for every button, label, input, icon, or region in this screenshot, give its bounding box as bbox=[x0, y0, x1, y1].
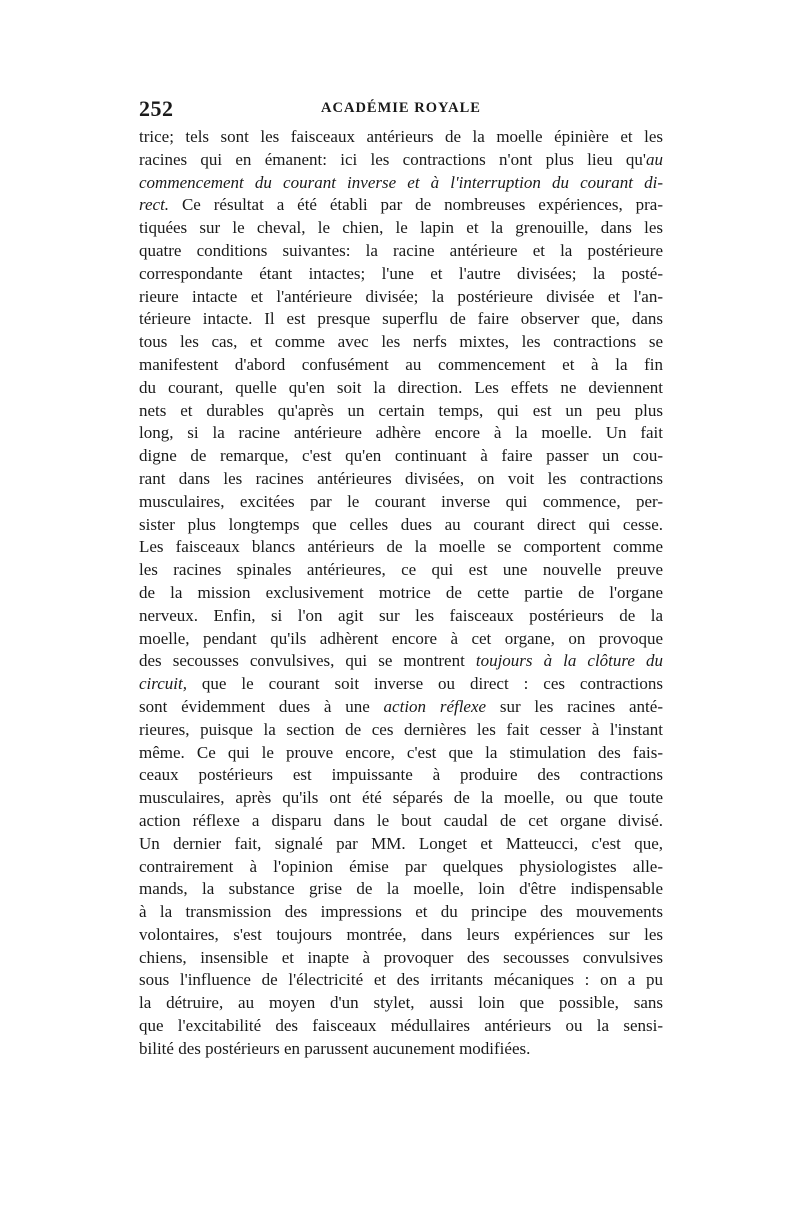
text-line bbox=[139, 559, 663, 582]
text-line bbox=[139, 126, 663, 149]
text-line bbox=[139, 901, 663, 924]
text-line bbox=[139, 422, 663, 445]
text-segment: que l'excitabilité des faisceaux médullaires antérieurs ou la sensi- bbox=[139, 1016, 663, 1036]
text-segment: musculaires, excitées par le courant inverse qui commence, per- bbox=[139, 491, 663, 511]
text-segment: quatre conditions suivantes: la racine antérieure et la postérieure bbox=[139, 240, 663, 260]
text-line bbox=[139, 924, 663, 947]
italic-text: au bbox=[646, 149, 663, 169]
text-segment: racines qui en émanent: ici les contractions n'ont plus lieu qu' bbox=[139, 149, 646, 169]
italic-text: circuit, bbox=[139, 674, 187, 694]
text-line bbox=[139, 286, 663, 309]
text-line bbox=[139, 263, 663, 286]
text-segment: correspondante étant intactes; l'une et l'autre divisées; la posté- bbox=[139, 263, 663, 283]
text-line bbox=[139, 764, 663, 787]
text-segment: volontaires, s'est toujours montrée, dans leurs expériences sur les bbox=[139, 924, 663, 944]
text-line bbox=[139, 240, 663, 263]
text-line bbox=[139, 1015, 663, 1038]
text-line bbox=[139, 947, 663, 970]
text-line bbox=[139, 810, 663, 833]
text-segment: digne de remarque, c'est qu'en continuant à faire passer un cou- bbox=[139, 446, 663, 466]
text-segment: rieures, puisque la section de ces dernières les fait cesser à l'instant bbox=[139, 719, 663, 739]
text-line bbox=[139, 536, 663, 559]
text-line bbox=[139, 400, 663, 423]
text-segment: sur les racines anté- bbox=[486, 696, 663, 716]
text-segment: manifestent d'abord confusément au commencement et à la fin bbox=[139, 354, 663, 374]
text-segment: des secousses convulsives, qui se montrent bbox=[139, 651, 476, 671]
text-line bbox=[139, 833, 663, 856]
text-line bbox=[139, 172, 663, 195]
italic-text: commencement du courant inverse et à l'interruption du courant di- bbox=[139, 172, 663, 192]
text-segment: sous l'influence de l'électricité et des irritants mécaniques : on a pu bbox=[139, 970, 663, 990]
text-line bbox=[139, 992, 663, 1015]
text-segment: nerveux. Enfin, si l'on agit sur les faisceaux postérieurs de la bbox=[139, 605, 663, 625]
text-segment: ceaux postérieurs est impuissante à produire des contractions bbox=[139, 765, 663, 785]
text-segment: contrairement à l'opinion émise par quelques physiologistes alle- bbox=[139, 856, 663, 876]
text-segment: long, si la racine antérieure adhère encore à la moelle. Un fait bbox=[139, 423, 663, 443]
text-line bbox=[139, 696, 663, 719]
text-segment: tous les cas, et comme avec les nerfs mixtes, les contractions se bbox=[139, 332, 663, 352]
text-segment: Les faisceaux blancs antérieurs de la moelle se comportent comme bbox=[139, 537, 663, 557]
text-line bbox=[139, 673, 663, 696]
text-segment: nets et durables qu'après un certain temps, qui est un peu plus bbox=[139, 400, 663, 420]
text-line bbox=[139, 742, 663, 765]
text-segment: trice; tels sont les faisceaux antérieurs de la moelle épinière et les bbox=[139, 127, 663, 146]
text-segment: mands, la substance grise de la moelle, loin d'être indispensable bbox=[139, 879, 663, 899]
text-segment: les racines spinales antérieures, ce qui est une nouvelle preuve bbox=[139, 560, 663, 580]
text-segment: rieure intacte et l'antérieure divisée; la postérieure divisée et l'an- bbox=[139, 286, 663, 306]
text-segment: à la transmission des impressions et du principe des mouvements bbox=[139, 902, 663, 922]
text-line bbox=[139, 628, 663, 651]
text-segment: de la mission exclusivement motrice de cette partie de l'organe bbox=[139, 582, 663, 602]
text-line bbox=[139, 354, 663, 377]
text-segment: sister plus longtemps que celles dues au courant direct qui cesse. bbox=[139, 514, 663, 534]
text-line bbox=[139, 719, 663, 742]
text-line bbox=[139, 445, 663, 468]
text-line bbox=[139, 650, 663, 673]
text-segment: que le courant soit inverse ou direct : ces contractions bbox=[187, 674, 663, 694]
text-segment: rant dans les racines antérieures divisées, on voit les contractions bbox=[139, 468, 663, 488]
text-segment: Ce résultat a été établi par de nombreuses expériences, pra- bbox=[169, 195, 663, 215]
text-segment: action réflexe a disparu dans le bout caudal de cet organe divisé. bbox=[139, 810, 663, 830]
text-segment: musculaires, après qu'ils ont été séparés de la moelle, ou que toute bbox=[139, 788, 663, 808]
text-line bbox=[139, 605, 663, 628]
page-header bbox=[139, 96, 663, 126]
text-segment: même. Ce qui le prouve encore, c'est que la stimulation des fais- bbox=[139, 742, 663, 762]
text-line bbox=[139, 969, 663, 992]
text-line bbox=[139, 491, 663, 514]
text-line bbox=[139, 856, 663, 879]
text-segment: tiquées sur le cheval, le chien, le lapin et la grenouille, dans les bbox=[139, 218, 663, 238]
text-line bbox=[139, 308, 663, 331]
text-segment: chiens, insensible et inapte à provoquer des secousses convulsives bbox=[139, 947, 663, 967]
text-line bbox=[139, 787, 663, 810]
text-line bbox=[139, 217, 663, 240]
text-line bbox=[139, 194, 663, 217]
italic-text: rect. bbox=[139, 195, 170, 215]
text-line bbox=[139, 377, 663, 400]
text-segment: Un dernier fait, signalé par MM. Longet et Matteucci, c'est que, bbox=[139, 833, 663, 853]
italic-text: action réflexe bbox=[383, 696, 487, 716]
text-segment: du courant, quelle qu'en soit la direction. Les effets ne deviennent bbox=[139, 377, 663, 397]
body-text bbox=[139, 126, 663, 1061]
text-segment: la détruire, au moyen d'un stylet, aussi loin que possible, sans bbox=[139, 993, 663, 1013]
book-page bbox=[139, 96, 663, 1061]
page-number: 252 bbox=[139, 96, 174, 121]
italic-text: toujours à la clôture du bbox=[475, 651, 663, 671]
text-line bbox=[139, 331, 663, 354]
text-line bbox=[139, 514, 663, 537]
text-segment: sont évidemment dues à une bbox=[139, 696, 384, 716]
text-line bbox=[139, 149, 663, 172]
text-segment: bilité des postérieurs en parussent aucunement modifiées. bbox=[139, 1038, 531, 1058]
text-line bbox=[139, 468, 663, 491]
text-line bbox=[139, 582, 663, 605]
text-segment: moelle, pendant qu'ils adhèrent encore à cet organe, on provoque bbox=[139, 628, 663, 648]
text-line bbox=[139, 1038, 663, 1061]
text-segment: térieure intacte. Il est presque superflu de faire observer que, dans bbox=[139, 309, 663, 329]
text-line bbox=[139, 878, 663, 901]
running-head: ACADÉMIE ROYALE bbox=[321, 100, 481, 116]
